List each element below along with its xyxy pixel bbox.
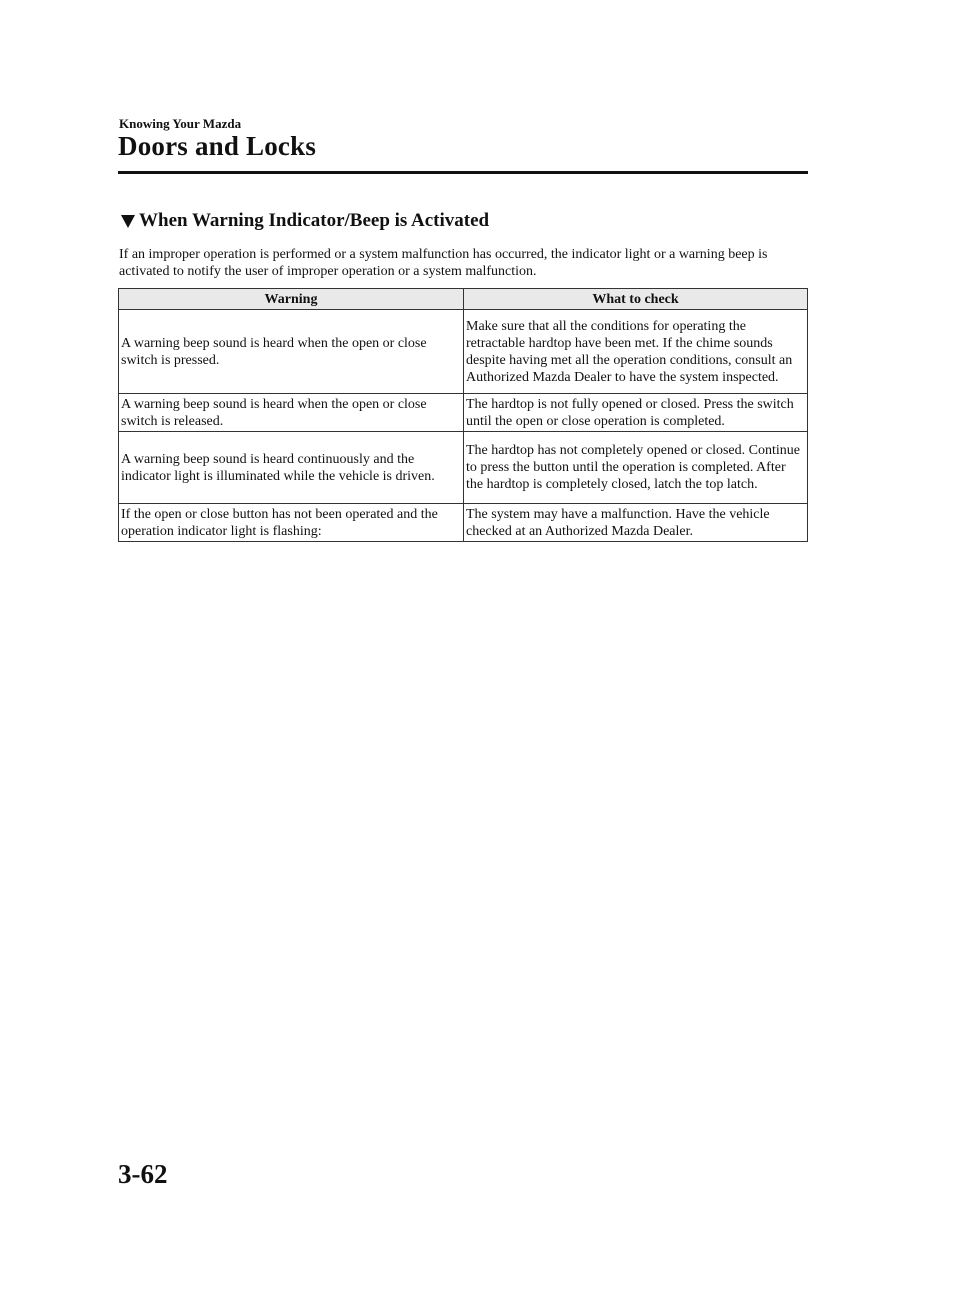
chapter-title: Doors and Locks [118,131,317,161]
check-cell: The hardtop has not completely opened or closed. Continue to press the button until the operation is completed. After the hardtop is completely closed, latch the top latch. [464,432,808,504]
warning-cell: A warning beep sound is heard when the open or close switch is pressed. [119,310,464,394]
section-label: Knowing Your Mazda [119,116,242,131]
page-number: 3-62 [118,1159,168,1189]
header-rule [118,171,808,174]
warning-table [118,288,808,542]
check-cell: The hardtop is not fully opened or closed. Press the switch until the open or close operation is completed. [464,394,808,432]
section-heading-text: When Warning Indicator/Beep is Activated [139,210,490,231]
table-row [119,504,808,542]
check-cell: Make sure that all the conditions for operating the retractable hardtop have been met. If the chime sounds despite having met all the operation conditions, consult an Authorized Mazda Dealer to have the system inspected. [464,310,808,394]
table-row [119,394,808,432]
warning-cell: A warning beep sound is heard when the open or close switch is released. [119,394,464,432]
intro-paragraph: If an improper operation is performed or a system malfunction has occurred, the indicator light or a warning beep is activated to notify the user of improper operation or a system malfunction. [119,247,768,279]
table-row [119,310,808,394]
section-heading [121,210,489,232]
table-row [119,432,808,504]
column-header-warning: Warning [119,289,464,310]
table-header-row [119,289,808,310]
down-triangle-icon [121,215,135,228]
warning-cell: A warning beep sound is heard continuously and the indicator light is illuminated while the vehicle is driven. [119,432,464,504]
column-header-what-to-check: What to check [464,289,808,310]
warning-cell: If the open or close button has not been operated and the operation indicator light is flashing: [119,504,464,542]
check-cell: The system may have a malfunction. Have the vehicle checked at an Authorized Mazda Dealer. [464,504,808,542]
